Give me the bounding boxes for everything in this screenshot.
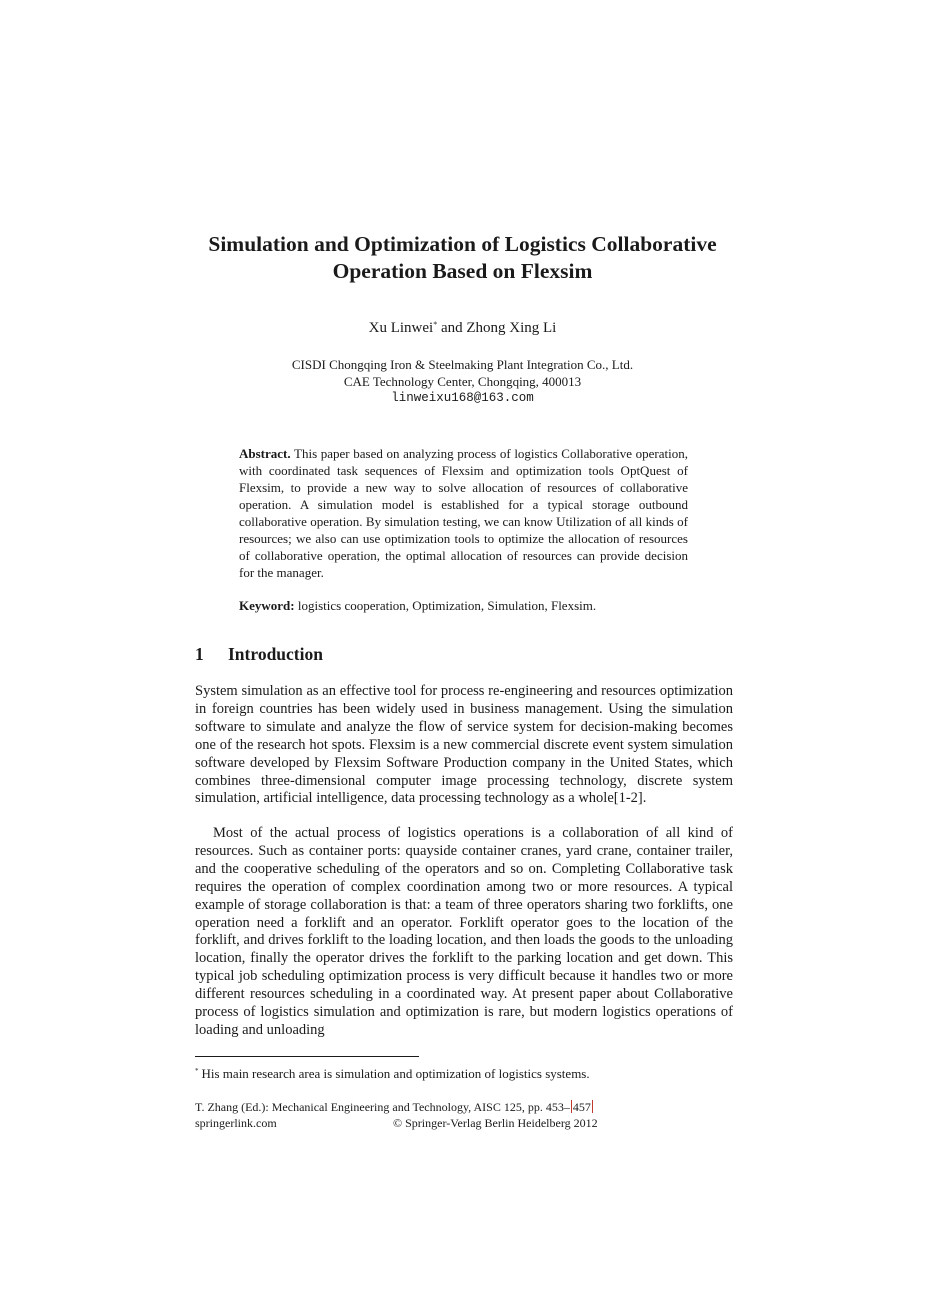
citation-page-end: 457 bbox=[572, 1100, 591, 1114]
affiliation-block bbox=[150, 356, 775, 407]
page-range-marker-end bbox=[592, 1100, 593, 1113]
publisher-site: springerlink.com bbox=[195, 1116, 277, 1130]
keywords bbox=[239, 597, 688, 614]
affiliation-line-2: CAE Technology Center, Chongqing, 400013 bbox=[343, 374, 582, 389]
author-rest: and Zhong Xing Li bbox=[437, 320, 557, 336]
citation-line-2 bbox=[195, 1115, 735, 1131]
author-first: Xu Linwei bbox=[368, 320, 434, 336]
footnote bbox=[195, 1065, 735, 1082]
paper-title bbox=[150, 231, 775, 285]
title-line-2: Operation Based on Flexsim bbox=[332, 259, 593, 283]
affiliation-line-1: CISDI Chongqing Iron & Steelmaking Plant Integration Co., Ltd. bbox=[291, 357, 634, 372]
citation-line-1 bbox=[195, 1099, 735, 1115]
citation-block bbox=[195, 1099, 735, 1131]
keywords-text: logistics cooperation, Optimization, Simulation, Flexsim. bbox=[297, 598, 597, 613]
citation-prefix: T. Zhang (Ed.): Mechanical Engineering and Technology, AISC 125, pp. 453– bbox=[195, 1100, 570, 1114]
abstract-text: This paper based on analyzing process of logistics Collaborative operation, with coordinated task sequences of Flexsim and optimization tools OptQuest of Flexsim, to provide a new way to solve allocation of resources of collaborative operation. A simulation model is established for a typical storage outbound collaborative operation. By simulation testing, we can know Utilization of all kinds of resources; we also can use optimization tools to optimize the allocation of resources of collaborative operation, the optimal allocation of resources can provide decision for the manager. bbox=[239, 446, 688, 580]
abstract-label: Abstract. bbox=[239, 446, 291, 461]
author-email: linweixu168@163.com bbox=[391, 391, 534, 405]
section-number: 1 bbox=[195, 644, 204, 664]
copyright-notice: © Springer-Verlag Berlin Heidelberg 2012 bbox=[393, 1116, 598, 1130]
section-heading-introduction bbox=[195, 643, 323, 665]
footnote-marker: * bbox=[195, 1067, 199, 1075]
footnote-divider bbox=[195, 1056, 419, 1057]
body-paragraph-2: Most of the actual process of logistics operations is a collaboration of all kind of resources. Such as container ports: quayside container cranes, yard crane, container trailer, and the cooperative scheduling of the operators and so on. Completing Collaborative task requires the operation of complex coordination among two or more resources. A typical example of storage collaboration is that: a team of three operators sharing two forklifts, one operation need a forklift and an operator. Forklift operator goes to the location of the forklift, and drives forklift to the loading location, and then loads the goods to the unloading location, finally the operator drives the forklift to the parking location and get down. This typical job scheduling optimization process is very difficult because it handles two or more different resources scheduling in a coordinated way. At present paper about Collaborative process of logistics simulation and optimization is rare, but modern logistics operations of loading and unloading bbox=[195, 825, 733, 1038]
title-line-1: Simulation and Optimization of Logistics Collaborative bbox=[208, 232, 717, 256]
body-paragraph-1: System simulation as an effective tool for process re-engineering and resources optimization in foreign countries has been widely used in business management. Using the simulation software to simulate and analyze the flow of service system for decision-making becomes one of the research hot spots. Flexsim is a new commercial discrete event system simulation software developed by Flexsim Software Production company in the United States, which combines three-dimensional computer image processing technology, discrete system simulation, artificial intelligence, data processing technology as a whole[1-2]. bbox=[195, 683, 733, 807]
author-footnote-marker: * bbox=[433, 320, 438, 329]
footnote-text: His main research area is simulation and optimization of logistics systems. bbox=[201, 1066, 590, 1081]
section-title: Introduction bbox=[228, 644, 323, 664]
abstract bbox=[239, 445, 688, 581]
page-range-marker bbox=[571, 1100, 572, 1113]
keywords-label: Keyword: bbox=[239, 598, 295, 613]
author-line bbox=[150, 319, 775, 337]
